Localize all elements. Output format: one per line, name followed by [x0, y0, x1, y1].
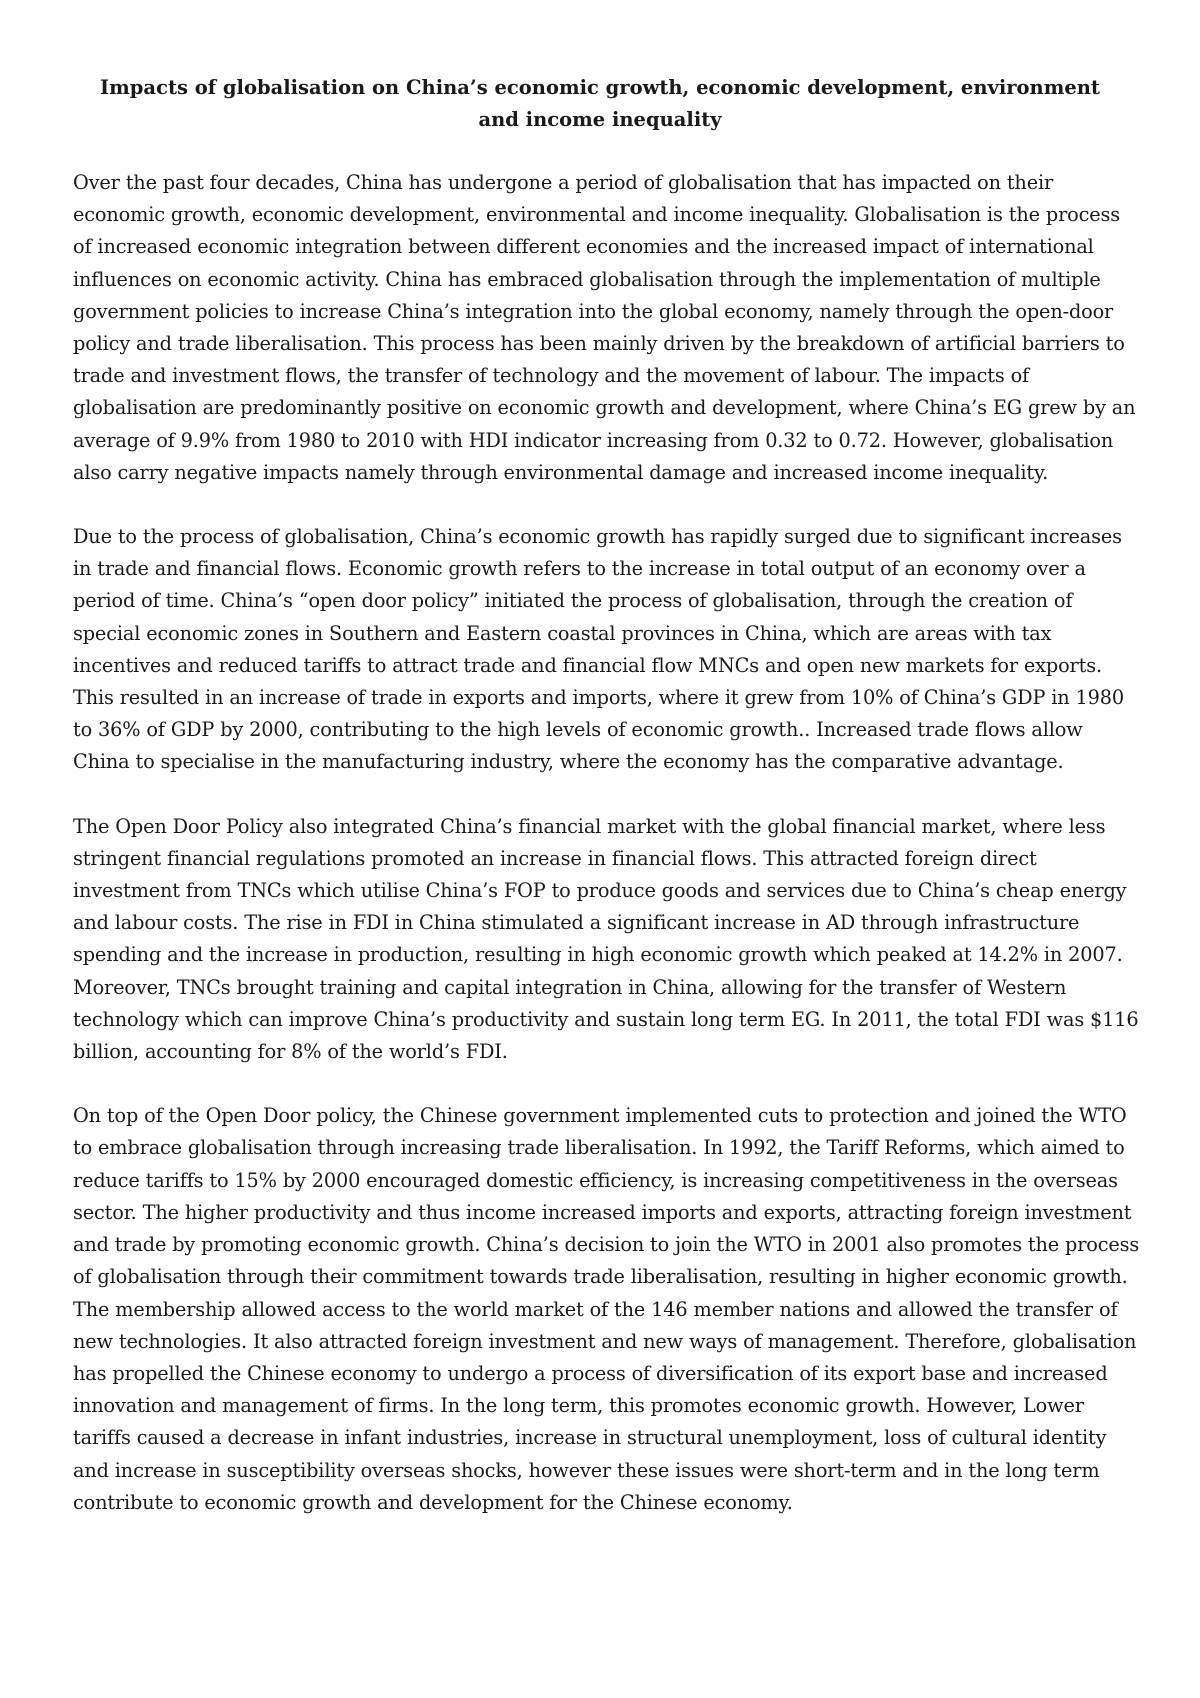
document-title: Impacts of globalisation on China’s economic growth, economic development, environment and income inequality — [100, 76, 1100, 131]
paragraph-financial-flows: The Open Door Policy also integrated China’s financial market with the global financial market, where less stringent financial regulations promoted an increase in financial flows. This attracted foreign direct investment from TNCs which utilise China’s FOP to produce goods and services due to China’s cheap energy and labour costs. The rise in FDI in China stimulated a significant increase in AD through infrastructure spending and the increase in production, resulting in high economic growth which peaked at 14.2% in 2007. Moreover, TNCs brought training and capital integration in China, allowing for the transfer of Western technology which can improve China’s productivity and sustain long term EG. In 2011, the total FDI was $116 billion, accounting for 8% of the world’s FDI. — [73, 814, 1139, 1064]
paragraph-introduction: Over the past four decades, China has undergone a period of globalisation that has impacted on their economic growth, economic development, environmental and income inequality. Globalisation is the process of increased economic integration between different economies and the increased impact of international influences on economic activity. China has embraced globalisation through the implementation of multiple government policies to increase China’s integration into the global economy, namely through the open-door policy and trade liberalisation. This process has been mainly driven by the breakdown of artificial barriers to trade and investment flows, the transfer of technology and the movement of labour. The impacts of globalisation are predominantly positive on economic growth and development, where China’s EG grew by an average of 9.9% from 1980 to 2010 with HDI indicator increasing from 0.32 to 0.72. However, globalisation also carry negative impacts namely through environmental damage and increased income inequality. — [73, 171, 1136, 484]
paragraph-economic-growth: Due to the process of globalisation, China’s economic growth has rapidly surged due to significant increases in trade and financial flows. Economic growth refers to the increase in total output of an economy over a period of time. China’s “open door policy” initiated the process of globalisation, through the creation of special economic zones in Southern and Eastern coastal provinces in China, which are areas with tax incentives and reduced tariffs to attract trade and financial flow MNCs and open new markets for exports. This resulted in an increase of trade in exports and imports, where it grew from 10% of China’s GDP in 1980 to 36% of GDP by 2000, contributing to the high levels of economic growth.. Increased trade flows allow China to specialise in the manufacturing industry, where the economy has the comparative advantage. — [73, 525, 1125, 774]
document-body — [73, 167, 1143, 1551]
paragraph-trade-liberalisation: On top of the Open Door policy, the Chinese government implemented cuts to protection and joined the WTO to embrace globalisation through increasing trade liberalisation. In 1992, the Tariff Reforms, which aimed to reduce tariffs to 15% by 2000 encouraged domestic efficiency, is increasing competitiveness in the overseas sector. The higher productivity and thus income increased imports and exports, attracting foreign investment and trade by promoting economic growth. China’s decision to join the WTO in 2001 also promotes the process of globalisation through their commitment towards trade liberalisation, resulting in higher economic growth. The membership allowed access to the world market of the 146 member nations and allowed the transfer of new technologies. It also attracted foreign investment and new ways of management. Therefore, globalisation has propelled the Chinese economy to undergo a process of diversification of its export base and increased innovation and management of firms. In the long term, this promotes economic growth. However, Lower tariffs caused a decrease in infant industries, increase in structural unemployment, loss of cultural identity and increase in susceptibility overseas shocks, however these issues were short-term and in the long term contribute to economic growth and development for the Chinese economy. — [73, 1104, 1140, 1514]
